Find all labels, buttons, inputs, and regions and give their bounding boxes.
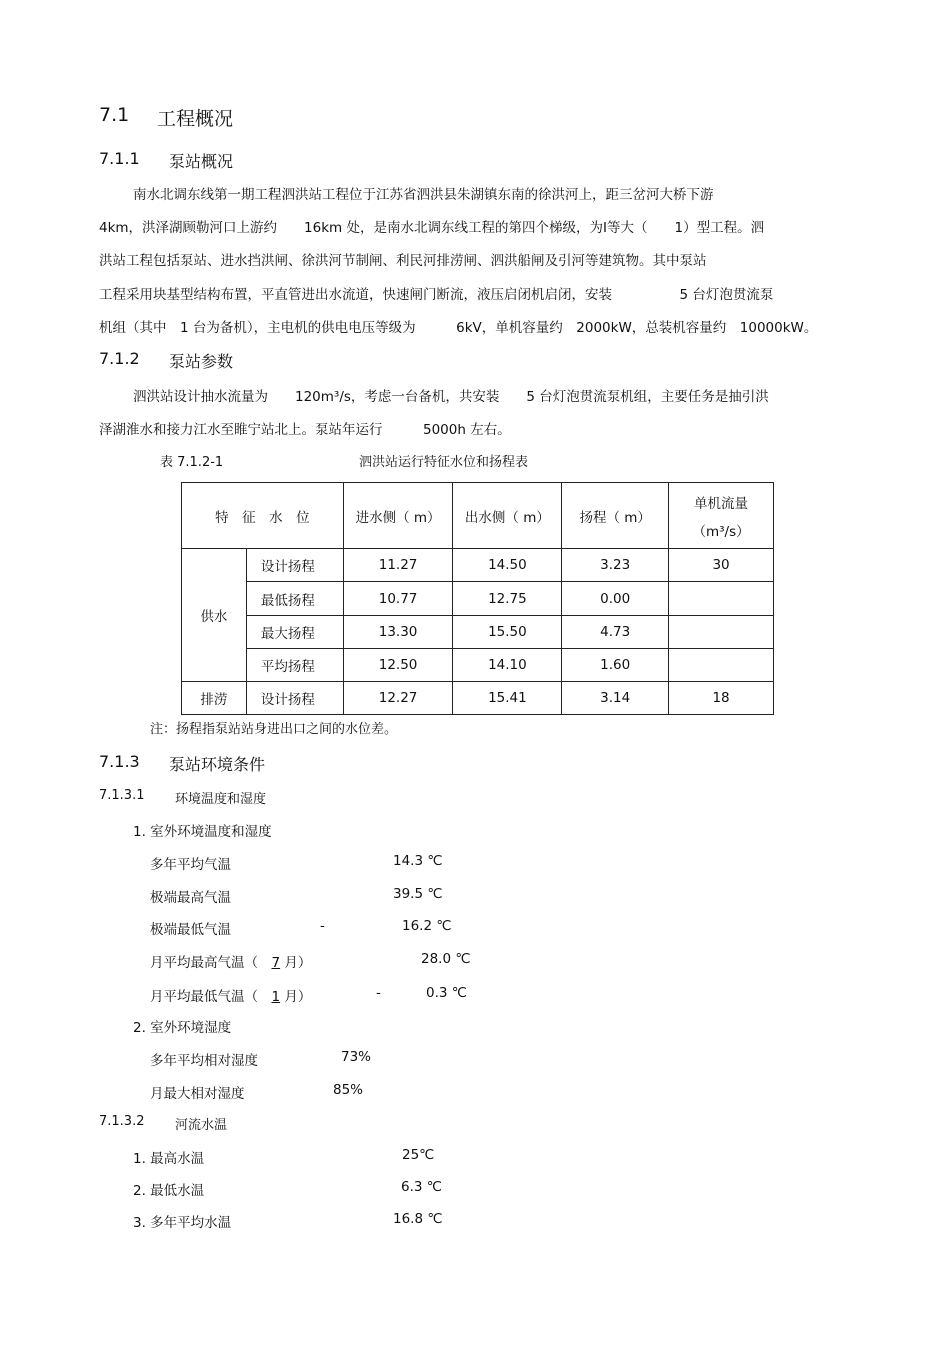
temp-value: 0.3 ℃ bbox=[426, 985, 467, 1001]
header-unit-flow-line1: 单机流量 bbox=[694, 495, 749, 512]
header-head: 扬程（ m） bbox=[562, 483, 669, 549]
humid-value: 85% bbox=[333, 1082, 364, 1098]
table-header-row bbox=[182, 483, 774, 549]
cell-head: 0.00 bbox=[562, 582, 669, 616]
subsection-number: 7.1.1 bbox=[99, 149, 140, 168]
cell-flow bbox=[669, 616, 774, 649]
cell-outlet: 14.50 bbox=[453, 549, 562, 582]
header-inlet: 进水侧（ m） bbox=[343, 483, 453, 549]
cell-inlet: 10.77 bbox=[343, 582, 453, 616]
subsection-title: 泵站参数 bbox=[169, 352, 234, 371]
cell-head: 3.23 bbox=[562, 549, 669, 582]
water-level-table bbox=[181, 482, 774, 715]
table-row bbox=[182, 616, 774, 649]
header-unit-flow bbox=[669, 483, 774, 549]
temp-label-part: 月平均最高气温（ bbox=[150, 955, 272, 971]
cell-head: 1.60 bbox=[562, 649, 669, 682]
group-drain: 排涝 bbox=[182, 682, 247, 715]
header-outlet: 出水侧（ m） bbox=[453, 483, 562, 549]
group-supply: 供水 bbox=[182, 549, 247, 682]
row-label: 最大扬程 bbox=[246, 616, 343, 649]
cell-outlet: 12.75 bbox=[453, 582, 562, 616]
temp-heading: 1. 室外环境温度和湿度 bbox=[133, 824, 272, 840]
temp-label: 多年平均气温 bbox=[150, 857, 231, 873]
cell-inlet: 12.27 bbox=[343, 682, 453, 715]
subsubsection-number: 7.1.3.2 bbox=[99, 1114, 145, 1129]
water-value: 25℃ bbox=[402, 1147, 435, 1163]
water-label: 3. 多年平均水温 bbox=[133, 1215, 232, 1231]
cell-head: 4.73 bbox=[562, 616, 669, 649]
cell-flow bbox=[669, 582, 774, 616]
temp-label-part: 月平均最低气温（ bbox=[150, 989, 272, 1005]
row-label: 平均扬程 bbox=[246, 649, 343, 682]
humid-label: 月最大相对湿度 bbox=[150, 1086, 245, 1102]
table-row bbox=[182, 649, 774, 682]
temp-label-part: 月） bbox=[280, 955, 312, 971]
paragraph-line: 工程采用块基型结构布置，平直管进出水流道，快速闸门断流，液压启闭机启闭，安装 5 台灯泡贯流泵 bbox=[99, 287, 774, 303]
paragraph-line: 4km，洪泽湖顾勒河口上游约 16km 处，是南水北调东线工程的第四个梯级，为Ⅰ等大（ 1）型工程。泗 bbox=[99, 220, 765, 236]
paragraph-line: 机组（其中 1 台为备机），主电机的供电电压等级为 6kV，单机容量约 2000kW，总装机容量约 10000kW。 bbox=[99, 320, 818, 336]
water-value: 16.8 ℃ bbox=[393, 1211, 443, 1227]
subsection-number: 7.1.2 bbox=[99, 349, 140, 368]
table-caption-title: 泗洪站运行特征水位和扬程表 bbox=[359, 455, 529, 470]
temp-label bbox=[150, 951, 311, 971]
cell-outlet: 15.41 bbox=[453, 682, 562, 715]
temp-label: 极端最高气温 bbox=[150, 890, 231, 906]
subsubsection-title: 环境温度和湿度 bbox=[175, 792, 267, 807]
humid-heading: 2. 室外环境湿度 bbox=[133, 1020, 232, 1036]
water-value: 6.3 ℃ bbox=[401, 1179, 442, 1195]
temp-value: 28.0 ℃ bbox=[421, 951, 471, 967]
temp-value: 16.2 ℃ bbox=[402, 918, 452, 934]
temp-label: 极端最低气温 bbox=[150, 922, 231, 938]
table-caption-number: 表 7.1.2-1 bbox=[160, 455, 224, 470]
subsection-title: 泵站概况 bbox=[169, 152, 234, 171]
row-label: 设计扬程 bbox=[246, 549, 343, 582]
cell-inlet: 11.27 bbox=[343, 549, 453, 582]
paragraph-line: 洪站工程包括泵站、进水挡洪闸、徐洪河节制闸、利民河排涝闸、泗洪船闸及引河等建筑物。其中泵站 bbox=[99, 253, 707, 269]
minus-sign: - bbox=[320, 918, 325, 934]
header-feature-level: 特 征 水 位 bbox=[182, 483, 344, 549]
month-value: 1 bbox=[271, 989, 281, 1005]
subsection-title: 泵站环境条件 bbox=[169, 755, 266, 774]
row-label: 最低扬程 bbox=[246, 582, 343, 616]
cell-flow: 30 bbox=[669, 549, 774, 582]
minus-sign: - bbox=[376, 985, 381, 1001]
header-unit-flow-line2: （m³/s） bbox=[692, 523, 750, 540]
cell-head: 3.14 bbox=[562, 682, 669, 715]
temp-value: 39.5 ℃ bbox=[393, 886, 443, 902]
cell-flow bbox=[669, 649, 774, 682]
month-value: 7 bbox=[271, 955, 281, 971]
water-label: 2. 最低水温 bbox=[133, 1183, 205, 1199]
subsection-number: 7.1.3 bbox=[99, 752, 140, 771]
cell-outlet: 14.10 bbox=[453, 649, 562, 682]
humid-label: 多年平均相对湿度 bbox=[150, 1053, 258, 1069]
table-row bbox=[182, 582, 774, 616]
section-number: 7.1 bbox=[99, 104, 130, 126]
cell-inlet: 13.30 bbox=[343, 616, 453, 649]
cell-outlet: 15.50 bbox=[453, 616, 562, 649]
subsubsection-title: 河流水温 bbox=[175, 1118, 228, 1133]
paragraph-line: 南水北调东线第一期工程泗洪站工程位于江苏省泗洪县朱湖镇东南的徐洪河上，距三岔河大桥下游 bbox=[133, 187, 714, 203]
temp-value: 14.3 ℃ bbox=[393, 853, 443, 869]
table-row bbox=[182, 682, 774, 715]
section-title: 工程概况 bbox=[157, 108, 234, 130]
table-row bbox=[182, 549, 774, 582]
table-note: 注：扬程指泵站站身进出口之间的水位差。 bbox=[150, 722, 398, 737]
row-label: 设计扬程 bbox=[246, 682, 343, 715]
cell-inlet: 12.50 bbox=[343, 649, 453, 682]
paragraph-line: 泽湖淮水和接力江水至睢宁站北上。泵站年运行 5000h 左右。 bbox=[99, 422, 511, 438]
temp-label bbox=[150, 985, 311, 1005]
water-label: 1. 最高水温 bbox=[133, 1151, 205, 1167]
subsubsection-number: 7.1.3.1 bbox=[99, 788, 145, 803]
paragraph-line: 泗洪站设计抽水流量为 120m³/s，考虑一台备机，共安装 5 台灯泡贯流泵机组，主要任务是抽引洪 bbox=[133, 389, 769, 405]
temp-label-part: 月） bbox=[280, 989, 312, 1005]
cell-flow: 18 bbox=[669, 682, 774, 715]
humid-value: 73% bbox=[341, 1049, 372, 1065]
